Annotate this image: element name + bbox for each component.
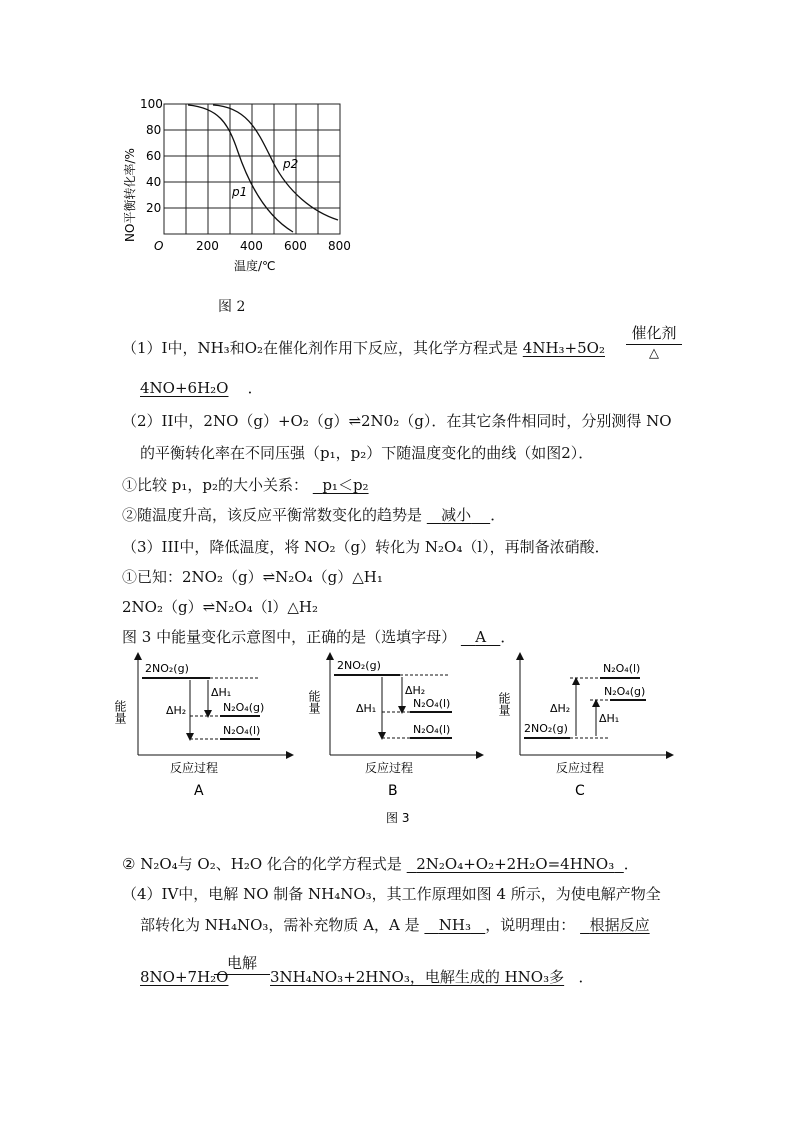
q4-reason-head bbox=[580, 916, 650, 934]
panel-A-yaxis-1: 能量 bbox=[113, 700, 127, 724]
fig2-xtick: 800 bbox=[328, 239, 351, 253]
fig2-xtick: 600 bbox=[284, 239, 307, 253]
q3-line1: （3）III中，降低温度，将 NO₂（g）转化为 N₂O₄（l），再制备浓硝酸． bbox=[122, 538, 610, 556]
q3-answer-text: A bbox=[475, 628, 487, 646]
q3b-text: ② N₂O₄与 O₂、H₂O 化合的化学方程式是 bbox=[122, 855, 402, 873]
q1-heat: △ bbox=[649, 346, 659, 361]
q3b-end: ． bbox=[623, 855, 639, 873]
panel-B-bot: N₂O₄(l) bbox=[413, 723, 451, 736]
q4-end: ． bbox=[578, 968, 594, 986]
panel-C-yaxis: 能量 bbox=[497, 692, 511, 716]
q1-condition bbox=[626, 322, 682, 361]
panel-B bbox=[307, 656, 480, 799]
q4-reason-head-text: 根据反应 bbox=[589, 916, 650, 934]
q3-answer bbox=[461, 628, 500, 646]
q3b-line bbox=[122, 853, 639, 875]
q2-sub2-answer-text: 减小 bbox=[441, 506, 472, 524]
q2-sub2 bbox=[122, 504, 505, 526]
figure-3-caption: 图 3 bbox=[386, 811, 410, 825]
panel-C-mid: N₂O₄(g) bbox=[604, 685, 646, 698]
q4-electrolysis: 电解 bbox=[226, 954, 257, 972]
q2-sub2-text: ②随温度升高，该反应平衡常数变化的趋势是 bbox=[122, 506, 423, 524]
figure-3-diagram bbox=[113, 650, 680, 840]
fig2-origin: O bbox=[154, 239, 164, 253]
panel-A-letter: A bbox=[194, 783, 204, 799]
q3b-answer-text: 2N₂O₄+O₂+2H₂O=4HNO₃ bbox=[416, 855, 615, 873]
q3b-answer bbox=[407, 855, 624, 873]
panel-A-top: 2NO₂(g) bbox=[145, 662, 189, 675]
fig2-ytick: 40 bbox=[146, 175, 162, 189]
q4-eq-condition bbox=[214, 952, 270, 975]
fig2-ytick: 80 bbox=[146, 123, 162, 137]
q1-text: （1）I中，NH₃和O₂在催化剂作用下反应，其化学方程式是 bbox=[122, 339, 519, 357]
q3-known1: ①已知：2NO₂（g）⇌N₂O₄（g）△H₁ bbox=[122, 568, 383, 586]
q3-end: ． bbox=[500, 628, 516, 646]
q2-sub2-answer bbox=[427, 506, 490, 524]
panel-B-dh-big: ΔH₁ bbox=[356, 702, 377, 715]
panel-B-mid: N₂O₄(l) bbox=[413, 697, 451, 710]
q2-line1: （2）II中，2NO（g）+O₂（g）⇌2N0₂（g）．在其它条件相同时，分别测得 NO bbox=[122, 412, 672, 430]
figure-2-caption: 图 2 bbox=[218, 299, 246, 315]
panel-A-dh-small: ΔH₁ bbox=[211, 686, 232, 699]
q2-sub1 bbox=[122, 474, 369, 496]
q2-sub1-answer-text: p₁＜p₂ bbox=[322, 476, 369, 494]
panel-B-letter: B bbox=[388, 783, 398, 799]
panel-C-xaxis: 反应过程 bbox=[556, 761, 605, 775]
q4-eq-right: 3NH₄NO₃+2HNO₃，电解生成的 HNO₃多 bbox=[270, 968, 565, 986]
q4-answer-a-text: NH₃ bbox=[438, 916, 471, 934]
curve-p2 bbox=[213, 105, 338, 220]
q3-ask bbox=[122, 626, 515, 648]
fig2-xtick: 400 bbox=[240, 239, 263, 253]
panel-B-yaxis: 能量 bbox=[307, 690, 321, 714]
fig2-xtick: 200 bbox=[196, 239, 219, 253]
q3-known2: 2NO₂（g）⇌N₂O₄（l）△H₂ bbox=[122, 598, 319, 616]
panel-C-letter: C bbox=[575, 783, 585, 799]
q1-answer-right: 4NO+6H₂O bbox=[140, 379, 229, 397]
fig2-ytick: 60 bbox=[146, 149, 162, 163]
panel-C-bot: 2NO₂(g) bbox=[524, 722, 568, 735]
panel-C-dh-big: ΔH₂ bbox=[550, 702, 571, 715]
panel-B-xaxis: 反应过程 bbox=[365, 761, 414, 775]
q4-line3-right bbox=[270, 966, 593, 988]
q4-answer-a bbox=[424, 916, 485, 934]
q2-end: ． bbox=[490, 506, 506, 524]
q2-sub1-answer bbox=[313, 476, 369, 494]
q1-end: ． bbox=[247, 379, 263, 397]
fig2-ytick: 100 bbox=[140, 97, 163, 111]
panel-B-top: 2NO₂(g) bbox=[337, 659, 381, 672]
q2-sub1-text: ①比较 p₁，p₂的大小关系： bbox=[122, 476, 308, 494]
q2-line2: 的平衡转化率在不同压强（p₁，p₂）下随温度变化的曲线（如图2）． bbox=[140, 444, 594, 462]
panel-C-top: N₂O₄(l) bbox=[603, 662, 641, 675]
panel-A-mid: N₂O₄(g) bbox=[223, 701, 265, 714]
fig2-xlabel: 温度/℃ bbox=[234, 259, 276, 273]
q1-catalyst: 催化剂 bbox=[631, 324, 677, 342]
panel-C bbox=[497, 656, 670, 799]
q1-line2 bbox=[140, 377, 263, 399]
label-p2: p2 bbox=[283, 157, 299, 171]
q4-line2-reason-label: ，说明理由： bbox=[485, 916, 576, 934]
panel-A-xaxis: 反应过程 bbox=[170, 761, 219, 775]
label-p1: p1 bbox=[232, 185, 248, 199]
q3-ask-text: 图 3 中能量变化示意图中，正确的是（选填字母） bbox=[122, 628, 457, 646]
panel-B-dh-small: ΔH₂ bbox=[405, 684, 426, 697]
fig2-ylabel: NO平衡转化率/% bbox=[123, 148, 137, 242]
curve-p1 bbox=[188, 105, 293, 232]
q1-answer-left: 4NH₃+5O₂ bbox=[522, 339, 605, 357]
q1-equation-bar bbox=[626, 344, 682, 345]
panel-C-dh-small: ΔH₁ bbox=[599, 712, 620, 725]
figure-2-chart bbox=[118, 92, 368, 282]
q4-line2 bbox=[140, 914, 650, 936]
fig2-grid bbox=[164, 104, 340, 234]
q1-line bbox=[122, 337, 605, 359]
panel-A-bot: N₂O₄(l) bbox=[223, 724, 261, 737]
q4-eq-bar bbox=[214, 974, 270, 975]
panel-A bbox=[113, 656, 290, 799]
q4-line2-text: 部转化为 NH₄NO₃，需补充物质 A，A 是 bbox=[140, 916, 420, 934]
q4-eq-left: 8NO+7H₂O bbox=[140, 968, 229, 986]
fig2-ytick: 20 bbox=[146, 201, 162, 215]
panel-A-dh-big: ΔH₂ bbox=[166, 704, 187, 717]
q4-line1: （4）IV中，电解 NO 制备 NH₄NO₃，其工作原理如图 4 所示，为使电解产物全 bbox=[122, 885, 661, 903]
